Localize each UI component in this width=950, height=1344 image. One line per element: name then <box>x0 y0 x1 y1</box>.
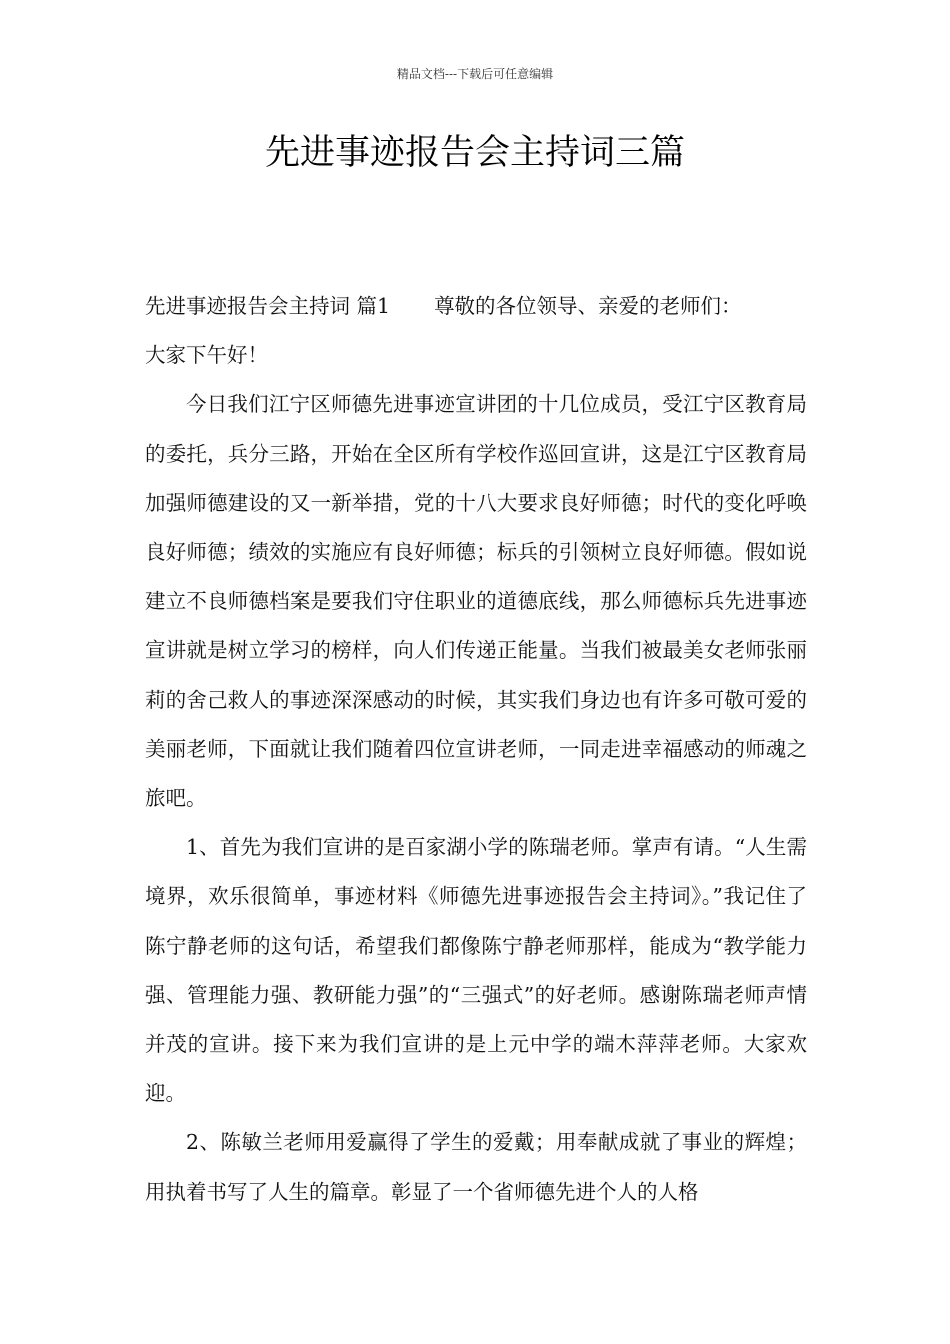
document-title: 先进事迹报告会主持词三篇 <box>264 133 685 173</box>
intro-line <box>145 282 807 331</box>
document-body <box>145 282 807 1217</box>
page-header: 精品文档---下载后可任意编辑 <box>396 67 554 81</box>
greeting: 大家下午好！ <box>145 343 268 368</box>
salutation: 尊敬的各位领导、亲爱的老师们： <box>434 294 742 318</box>
section-label: 先进事迹报告会主持词 篇1 <box>145 294 391 318</box>
paragraph-3: 2、陈敏兰老师用爱赢得了学生的爱戴；用奉献成就了事业的辉煌；用执着书写了人生的篇章。彰显了一个省师德先进个人的人格 <box>145 1130 807 1204</box>
paragraph-2: 1、首先为我们宣讲的是百家湖小学的陈瑞老师。掌声有请。“人生需境界，欢乐很简单，事迹材料《师德先进事迹报告会主持词》。”我记住了陈宁静老师的这句话，希望我们都像陈宁静老师那样，能成为“教学能力强、管理能力强、教研能力强”的“三强式”的好老师。感谢陈瑞老师声情并茂的宣讲。接下来为我们宣讲的是上元中学的端木萍萍老师。大家欢迎。 <box>145 835 807 1106</box>
paragraph-1: 今日我们江宁区师德先进事迹宣讲团的十几位成员，受江宁区教育局的委托，兵分三路，开始在全区所有学校作巡回宣讲，这是江宁区教育局加强师德建设的又一新举措，党的十八大要求良好师德；时代的变化呼唤良好师德；绩效的实施应有良好师德；标兵的引领树立良好师德。假如说建立不良师德档案是要我们守住职业的道德底线，那么师德标兵先进事迹宣讲就是树立学习的榜样，向人们传递正能量。当我们被最美女老师张丽莉的舍己救人的事迹深深感动的时候，其实我们身边也有许多可敬可爱的美丽老师，下面就让我们随着四位宣讲老师，一同走进幸福感动的师魂之旅吧。 <box>145 392 807 811</box>
